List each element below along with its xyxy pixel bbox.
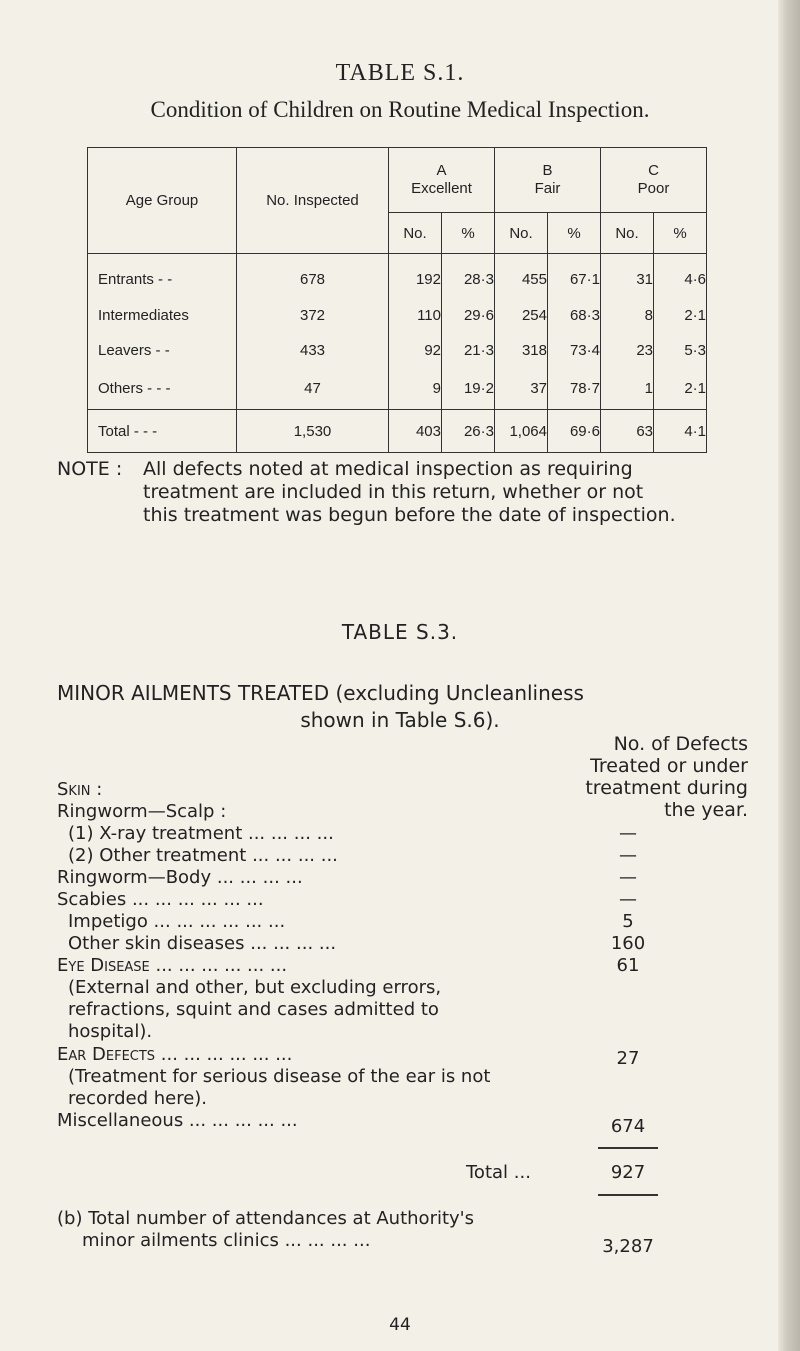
column-title-line: the year. — [664, 799, 748, 821]
column-title-line: Treated or under — [590, 755, 748, 777]
other-skin-value: 160 — [610, 933, 646, 954]
eye-disease-label: Eye Disease ... ... ... ... ... ... — [57, 955, 288, 976]
row-a-no: 92 — [389, 333, 442, 368]
row-c-pct: 5·3 — [654, 333, 707, 368]
row-a-no: 9 — [389, 368, 442, 410]
table-s3-title: TABLE S.3. — [341, 620, 459, 644]
row-a-no: 110 — [389, 298, 442, 333]
row-a-no: 192 — [389, 254, 442, 298]
row-age-group: Leavers - - — [88, 333, 237, 368]
scabies-label: Scabies ... ... ... ... ... ... — [57, 889, 264, 910]
header-a-excellent — [389, 148, 495, 213]
table-s1-subtitle: Condition of Children on Routine Medical Inspection. — [150, 97, 650, 122]
ringworm-scalp-label: Ringworm—Scalp : — [57, 801, 227, 822]
miscellaneous-value: 674 — [610, 1116, 646, 1137]
ringworm-body-value: — — [619, 867, 637, 888]
xray-treatment-label: (1) X-ray treatment ... ... ... ... — [68, 823, 334, 844]
header-b-label: Fair — [534, 180, 561, 197]
row-c-no: 8 — [601, 298, 654, 333]
table-s1-title: TABLE S.1. — [335, 60, 465, 86]
row-age-group: Entrants - - — [88, 254, 237, 298]
note-line: All defects noted at medical inspection as requiring — [143, 458, 633, 480]
header-no-inspected: No. Inspected — [237, 148, 389, 254]
table-total-row — [88, 410, 707, 453]
page-edge-shadow — [778, 0, 800, 1351]
header-b-fair — [495, 148, 601, 213]
header-b-pct: % — [548, 213, 601, 254]
header-c-pct: % — [654, 213, 707, 254]
row-inspected: 47 — [237, 368, 389, 410]
other-treatment-label: (2) Other treatment ... ... ... ... — [68, 845, 338, 866]
total-label: Total - - - — [88, 410, 237, 453]
total-b-no: 1,064 — [495, 410, 548, 453]
ear-defects-label: Ear Defects ... ... ... ... ... ... — [57, 1044, 293, 1065]
row-c-pct: 2·1 — [654, 368, 707, 410]
row-age-group: Intermediates — [88, 298, 237, 333]
row-b-pct: 73·4 — [548, 333, 601, 368]
total-a-pct: 26·3 — [442, 410, 495, 453]
note-body — [143, 458, 743, 527]
row-a-pct: 21·3 — [442, 333, 495, 368]
eye-note-line: hospital). — [68, 1021, 153, 1042]
impetigo-label: Impetigo ... ... ... ... ... ... — [68, 911, 286, 932]
row-b-pct: 67·1 — [548, 254, 601, 298]
eye-disease-value: 61 — [616, 955, 640, 976]
table-row — [88, 298, 707, 333]
header-c-label: Poor — [637, 180, 670, 197]
total-inspected: 1,530 — [237, 410, 389, 453]
header-age-group: Age Group — [88, 148, 237, 254]
total-c-no: 63 — [601, 410, 654, 453]
row-inspected: 678 — [237, 254, 389, 298]
note-line: treatment are included in this return, whether or not — [143, 481, 644, 503]
row-c-pct: 4·6 — [654, 254, 707, 298]
impetigo-value: 5 — [622, 911, 634, 932]
header-a-letter: A — [436, 162, 447, 179]
miscellaneous-label: Miscellaneous ... ... ... ... ... — [57, 1110, 298, 1131]
scabies-value: — — [619, 889, 637, 910]
header-b-letter: B — [542, 162, 553, 179]
xray-treatment-value: — — [619, 823, 637, 844]
total-value: 927 — [610, 1162, 646, 1183]
other-skin-label: Other skin diseases ... ... ... ... — [68, 933, 337, 954]
row-c-pct: 2·1 — [654, 298, 707, 333]
note-line: this treatment was begun before the date of inspection. — [143, 504, 676, 526]
header-a-no: No. — [389, 213, 442, 254]
header-b-no: No. — [495, 213, 548, 254]
ringworm-body-label: Ringworm—Body ... ... ... ... — [57, 867, 303, 888]
row-a-pct: 29·6 — [442, 298, 495, 333]
row-a-pct: 28·3 — [442, 254, 495, 298]
row-b-no: 455 — [495, 254, 548, 298]
attendances-value: 3,287 — [602, 1236, 654, 1257]
table-row — [88, 254, 707, 298]
other-treatment-value: — — [619, 845, 637, 866]
row-c-no: 31 — [601, 254, 654, 298]
ear-note-line: (Treatment for serious disease of the ear is not — [68, 1066, 491, 1087]
category-skin: Skin : — [57, 779, 103, 800]
total-a-no: 403 — [389, 410, 442, 453]
row-a-pct: 19·2 — [442, 368, 495, 410]
page-number: 44 — [389, 1315, 411, 1335]
header-c-poor — [601, 148, 707, 213]
header-a-pct: % — [442, 213, 495, 254]
note-label: NOTE : — [57, 458, 123, 480]
row-b-no: 254 — [495, 298, 548, 333]
attendances-label: (b) Total number of attendances at Authority's — [57, 1208, 475, 1229]
header-c-no: No. — [601, 213, 654, 254]
row-age-group: Others - - - — [88, 368, 237, 410]
condition-table — [87, 147, 707, 453]
attendances-label-cont: minor ailments clinics ... ... ... ... — [82, 1230, 371, 1251]
header-c-letter: C — [648, 162, 659, 179]
row-b-no: 37 — [495, 368, 548, 410]
row-c-no: 1 — [601, 368, 654, 410]
eye-note-line: (External and other, but excluding errors, — [68, 977, 442, 998]
column-title-line: treatment during — [585, 777, 748, 799]
total-rule-top — [598, 1147, 658, 1149]
total-rule-bottom — [598, 1194, 658, 1196]
row-b-pct: 78·7 — [548, 368, 601, 410]
defects-column-title — [528, 733, 748, 821]
total-label: Total ... — [466, 1162, 531, 1183]
total-b-pct: 69·6 — [548, 410, 601, 453]
row-b-pct: 68·3 — [548, 298, 601, 333]
eye-note-line: refractions, squint and cases admitted to — [68, 999, 439, 1020]
row-inspected: 433 — [237, 333, 389, 368]
row-c-no: 23 — [601, 333, 654, 368]
ear-note-line: recorded here). — [68, 1088, 208, 1109]
ear-defects-value: 27 — [616, 1048, 640, 1069]
table-row — [88, 333, 707, 368]
total-c-pct: 4·1 — [654, 410, 707, 453]
row-b-no: 318 — [495, 333, 548, 368]
table-s3-heading-cont: shown in Table S.6). — [300, 708, 500, 732]
row-inspected: 372 — [237, 298, 389, 333]
table-row — [88, 368, 707, 410]
header-a-label: Excellent — [411, 180, 472, 197]
table-s3-heading: MINOR AILMENTS TREATED (excluding Uncleanliness — [57, 681, 584, 705]
column-title-line: No. of Defects — [613, 733, 748, 755]
